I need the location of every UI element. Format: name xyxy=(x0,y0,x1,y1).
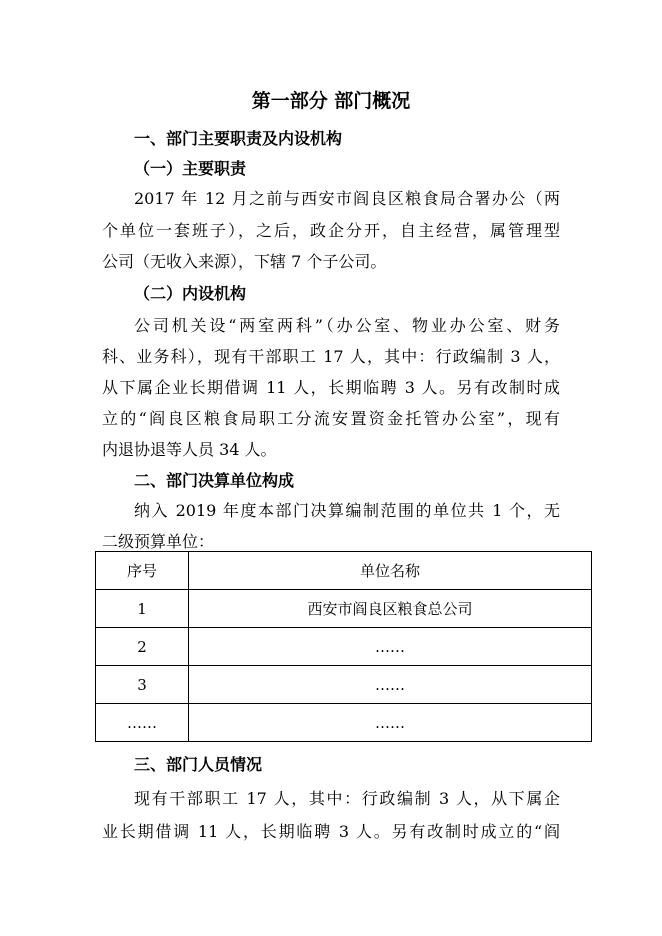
paragraph-line: 2017 年 12 月之前与西安市阎良区粮食局合署办公（两 xyxy=(134,189,560,208)
page-title: 第一部分 部门概况 xyxy=(251,90,411,112)
paragraph-line: 公司机关设“两室两科”（办公室、物业办公室、财务 xyxy=(134,316,560,335)
table-row xyxy=(96,704,592,742)
cell-unit-name: …… xyxy=(189,666,592,704)
paragraph-line: 现有干部职工 17 人，其中：行政编制 3 人，从下属企 xyxy=(134,789,560,808)
subheading-internal-org: （二）内设机构 xyxy=(134,284,247,303)
units-table xyxy=(95,551,592,742)
section-heading-units: 二、部门决算单位构成 xyxy=(134,471,295,490)
paragraph-line: 二级预算单位： xyxy=(102,532,215,551)
cell-index: …… xyxy=(96,704,189,742)
table-row xyxy=(96,666,592,704)
section-heading-staff: 三、部门人员情况 xyxy=(134,755,263,774)
cell-unit-name: …… xyxy=(189,628,592,666)
paragraph-line: 个单位一套班子），之后，政企分开，自主经营，属管理型 xyxy=(102,221,560,240)
paragraph-line: 内退协退等人员 34 人。 xyxy=(102,440,277,459)
subheading-main-duties: （一）主要职责 xyxy=(134,159,247,178)
cell-index: 2 xyxy=(96,628,189,666)
table-row xyxy=(96,590,592,628)
table-header-row xyxy=(96,552,592,590)
paragraph-line: 纳入 2019 年度本部门决算编制范围的单位共 1 个，无 xyxy=(134,501,560,520)
paragraph-line: 从下属企业长期借调 11 人，长期临聘 3 人。另有改制时成 xyxy=(102,378,560,397)
paragraph-line: 科、业务科），现有干部职工 17 人，其中：行政编制 3 人， xyxy=(102,347,560,366)
cell-index: 1 xyxy=(96,590,189,628)
section-heading-duties: 一、部门主要职责及内设机构 xyxy=(134,129,343,148)
cell-unit-name: 西安市阎良区粮食总公司 xyxy=(189,590,592,628)
paragraph-line: 公司（无收入来源），下辖 7 个子公司。 xyxy=(102,252,387,271)
header-unit-name: 单位名称 xyxy=(189,552,592,590)
cell-unit-name: …… xyxy=(189,704,592,742)
header-index: 序号 xyxy=(96,552,189,590)
table-row xyxy=(96,628,592,666)
paragraph-line: 立的“阎良区粮食局职工分流安置资金托管办公室”，现有 xyxy=(102,409,560,428)
paragraph-line: 业长期借调 11 人，长期临聘 3 人。另有改制时成立的“阎 xyxy=(102,822,560,841)
cell-index: 3 xyxy=(96,666,189,704)
